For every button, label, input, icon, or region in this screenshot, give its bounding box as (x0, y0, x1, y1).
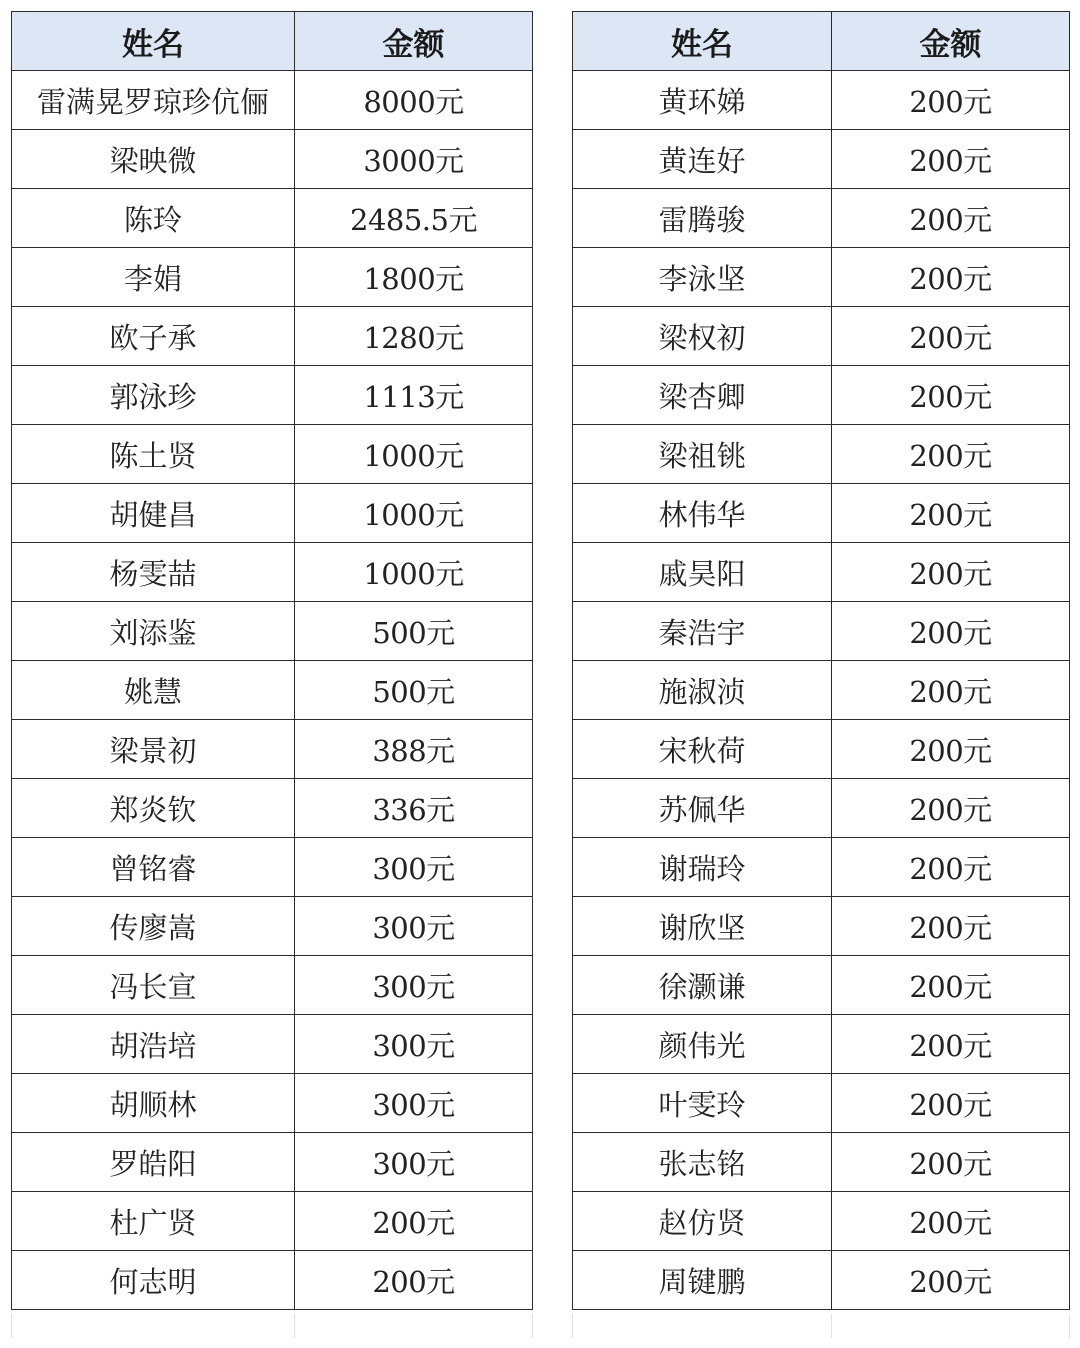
amount-cell: 200元 (832, 838, 1070, 897)
amount-cell: 300元 (295, 1015, 533, 1074)
name-cell: 陈土贤 (12, 425, 295, 484)
name-cell: 传廖嵩 (12, 897, 295, 956)
name-cell: 秦浩宇 (573, 602, 832, 661)
donation-table-right (572, 11, 1070, 1310)
name-cell: 刘添鉴 (12, 602, 295, 661)
amount-cell: 200元 (832, 779, 1070, 838)
table-row (573, 1074, 1070, 1133)
gridline-stub (831, 1314, 832, 1338)
table-row (12, 484, 533, 543)
amount-cell: 200元 (295, 1251, 533, 1310)
amount-cell: 200元 (832, 307, 1070, 366)
table-row (12, 956, 533, 1015)
table-row (573, 779, 1070, 838)
amount-cell: 500元 (295, 661, 533, 720)
name-cell: 苏佩华 (573, 779, 832, 838)
table-row (12, 543, 533, 602)
gridline-stub (11, 1314, 12, 1338)
table-row (573, 956, 1070, 1015)
amount-cell: 200元 (832, 543, 1070, 602)
table-row (12, 1015, 533, 1074)
name-cell: 施淑浈 (573, 661, 832, 720)
name-cell: 赵仿贤 (573, 1192, 832, 1251)
table-row (12, 602, 533, 661)
amount-cell: 200元 (832, 248, 1070, 307)
table-row (573, 248, 1070, 307)
table-row (12, 307, 533, 366)
amount-cell: 200元 (832, 130, 1070, 189)
table-row (12, 838, 533, 897)
name-cell: 叶雯玲 (573, 1074, 832, 1133)
gridline-stub (294, 1314, 295, 1338)
name-cell: 冯长宣 (12, 956, 295, 1015)
table-row (12, 71, 533, 130)
table-row (12, 1074, 533, 1133)
amount-cell: 200元 (832, 189, 1070, 248)
table-row (573, 602, 1070, 661)
donation-table-left (11, 11, 533, 1310)
table-row (573, 425, 1070, 484)
name-cell: 郑炎钦 (12, 779, 295, 838)
table-row (573, 720, 1070, 779)
name-cell: 雷满晃罗琼珍伉俪 (12, 71, 295, 130)
name-cell: 何志明 (12, 1251, 295, 1310)
table-row (573, 661, 1070, 720)
amount-cell: 200元 (832, 1133, 1070, 1192)
table-row (573, 1192, 1070, 1251)
table-row (573, 838, 1070, 897)
amount-cell: 200元 (832, 720, 1070, 779)
name-cell: 欧子承 (12, 307, 295, 366)
gridline-stub (532, 1314, 533, 1338)
amount-cell: 300元 (295, 1074, 533, 1133)
amount-cell: 200元 (832, 956, 1070, 1015)
table-row (12, 779, 533, 838)
amount-cell: 1113元 (295, 366, 533, 425)
table-row (573, 897, 1070, 956)
name-cell: 徐灏谦 (573, 956, 832, 1015)
table-row (573, 71, 1070, 130)
header-row (12, 12, 533, 71)
amount-cell: 1800元 (295, 248, 533, 307)
amount-cell: 336元 (295, 779, 533, 838)
amount-cell: 388元 (295, 720, 533, 779)
name-cell: 梁景初 (12, 720, 295, 779)
table-row (573, 1133, 1070, 1192)
amount-cell: 300元 (295, 956, 533, 1015)
table-row (573, 1015, 1070, 1074)
name-cell: 胡健昌 (12, 484, 295, 543)
table-body-right (573, 71, 1070, 1310)
amount-cell: 1000元 (295, 543, 533, 602)
name-cell: 雷腾骏 (573, 189, 832, 248)
amount-cell: 3000元 (295, 130, 533, 189)
name-column-header: 姓名 (573, 12, 832, 71)
amount-cell: 200元 (832, 602, 1070, 661)
gridline-stub (1069, 1314, 1070, 1338)
amount-column-header: 金额 (295, 12, 533, 71)
header-row (573, 12, 1070, 71)
table-row (12, 189, 533, 248)
table-row (12, 720, 533, 779)
amount-cell: 200元 (832, 425, 1070, 484)
name-cell: 杜广贤 (12, 1192, 295, 1251)
table-row (573, 189, 1070, 248)
amount-cell: 200元 (832, 897, 1070, 956)
name-cell: 梁权初 (573, 307, 832, 366)
amount-cell: 200元 (832, 661, 1070, 720)
table-row (573, 1251, 1070, 1310)
name-cell: 胡浩培 (12, 1015, 295, 1074)
name-cell: 黄连好 (573, 130, 832, 189)
name-cell: 姚慧 (12, 661, 295, 720)
name-cell: 梁杏卿 (573, 366, 832, 425)
table-row (573, 307, 1070, 366)
gridline-stub (572, 1314, 573, 1338)
name-cell: 胡顺林 (12, 1074, 295, 1133)
table-row (573, 130, 1070, 189)
amount-cell: 200元 (832, 1251, 1070, 1310)
amount-cell: 1280元 (295, 307, 533, 366)
name-cell: 戚昊阳 (573, 543, 832, 602)
table-row (12, 248, 533, 307)
name-cell: 周键鹏 (573, 1251, 832, 1310)
table-row (573, 484, 1070, 543)
name-cell: 罗皓阳 (12, 1133, 295, 1192)
name-cell: 李娟 (12, 248, 295, 307)
amount-cell: 200元 (832, 1015, 1070, 1074)
amount-cell: 200元 (832, 1192, 1070, 1251)
amount-cell: 1000元 (295, 484, 533, 543)
table-row (12, 1251, 533, 1310)
amount-cell: 200元 (295, 1192, 533, 1251)
name-cell: 颜伟光 (573, 1015, 832, 1074)
table-row (12, 1192, 533, 1251)
table-row (573, 366, 1070, 425)
amount-column-header: 金额 (832, 12, 1070, 71)
amount-cell: 500元 (295, 602, 533, 661)
amount-cell: 8000元 (295, 71, 533, 130)
table-row (12, 366, 533, 425)
amount-cell: 200元 (832, 484, 1070, 543)
name-cell: 谢瑞玲 (573, 838, 832, 897)
name-cell: 郭泳珍 (12, 366, 295, 425)
table-row (12, 661, 533, 720)
name-cell: 林伟华 (573, 484, 832, 543)
amount-cell: 200元 (832, 366, 1070, 425)
table-row (12, 897, 533, 956)
table-body-left (12, 71, 533, 1310)
name-cell: 李泳坚 (573, 248, 832, 307)
name-cell: 陈玲 (12, 189, 295, 248)
table-row (12, 130, 533, 189)
name-cell: 黄环娣 (573, 71, 832, 130)
amount-cell: 300元 (295, 838, 533, 897)
amount-cell: 1000元 (295, 425, 533, 484)
name-cell: 梁映微 (12, 130, 295, 189)
name-column-header: 姓名 (12, 12, 295, 71)
table-row (12, 425, 533, 484)
name-cell: 杨雯喆 (12, 543, 295, 602)
name-cell: 宋秋荷 (573, 720, 832, 779)
name-cell: 曾铭睿 (12, 838, 295, 897)
name-cell: 梁祖铫 (573, 425, 832, 484)
name-cell: 谢欣坚 (573, 897, 832, 956)
table-row (12, 1133, 533, 1192)
amount-cell: 300元 (295, 1133, 533, 1192)
name-cell: 张志铭 (573, 1133, 832, 1192)
table-row (573, 543, 1070, 602)
amount-cell: 200元 (832, 1074, 1070, 1133)
amount-cell: 300元 (295, 897, 533, 956)
amount-cell: 200元 (832, 71, 1070, 130)
amount-cell: 2485.5元 (295, 189, 533, 248)
